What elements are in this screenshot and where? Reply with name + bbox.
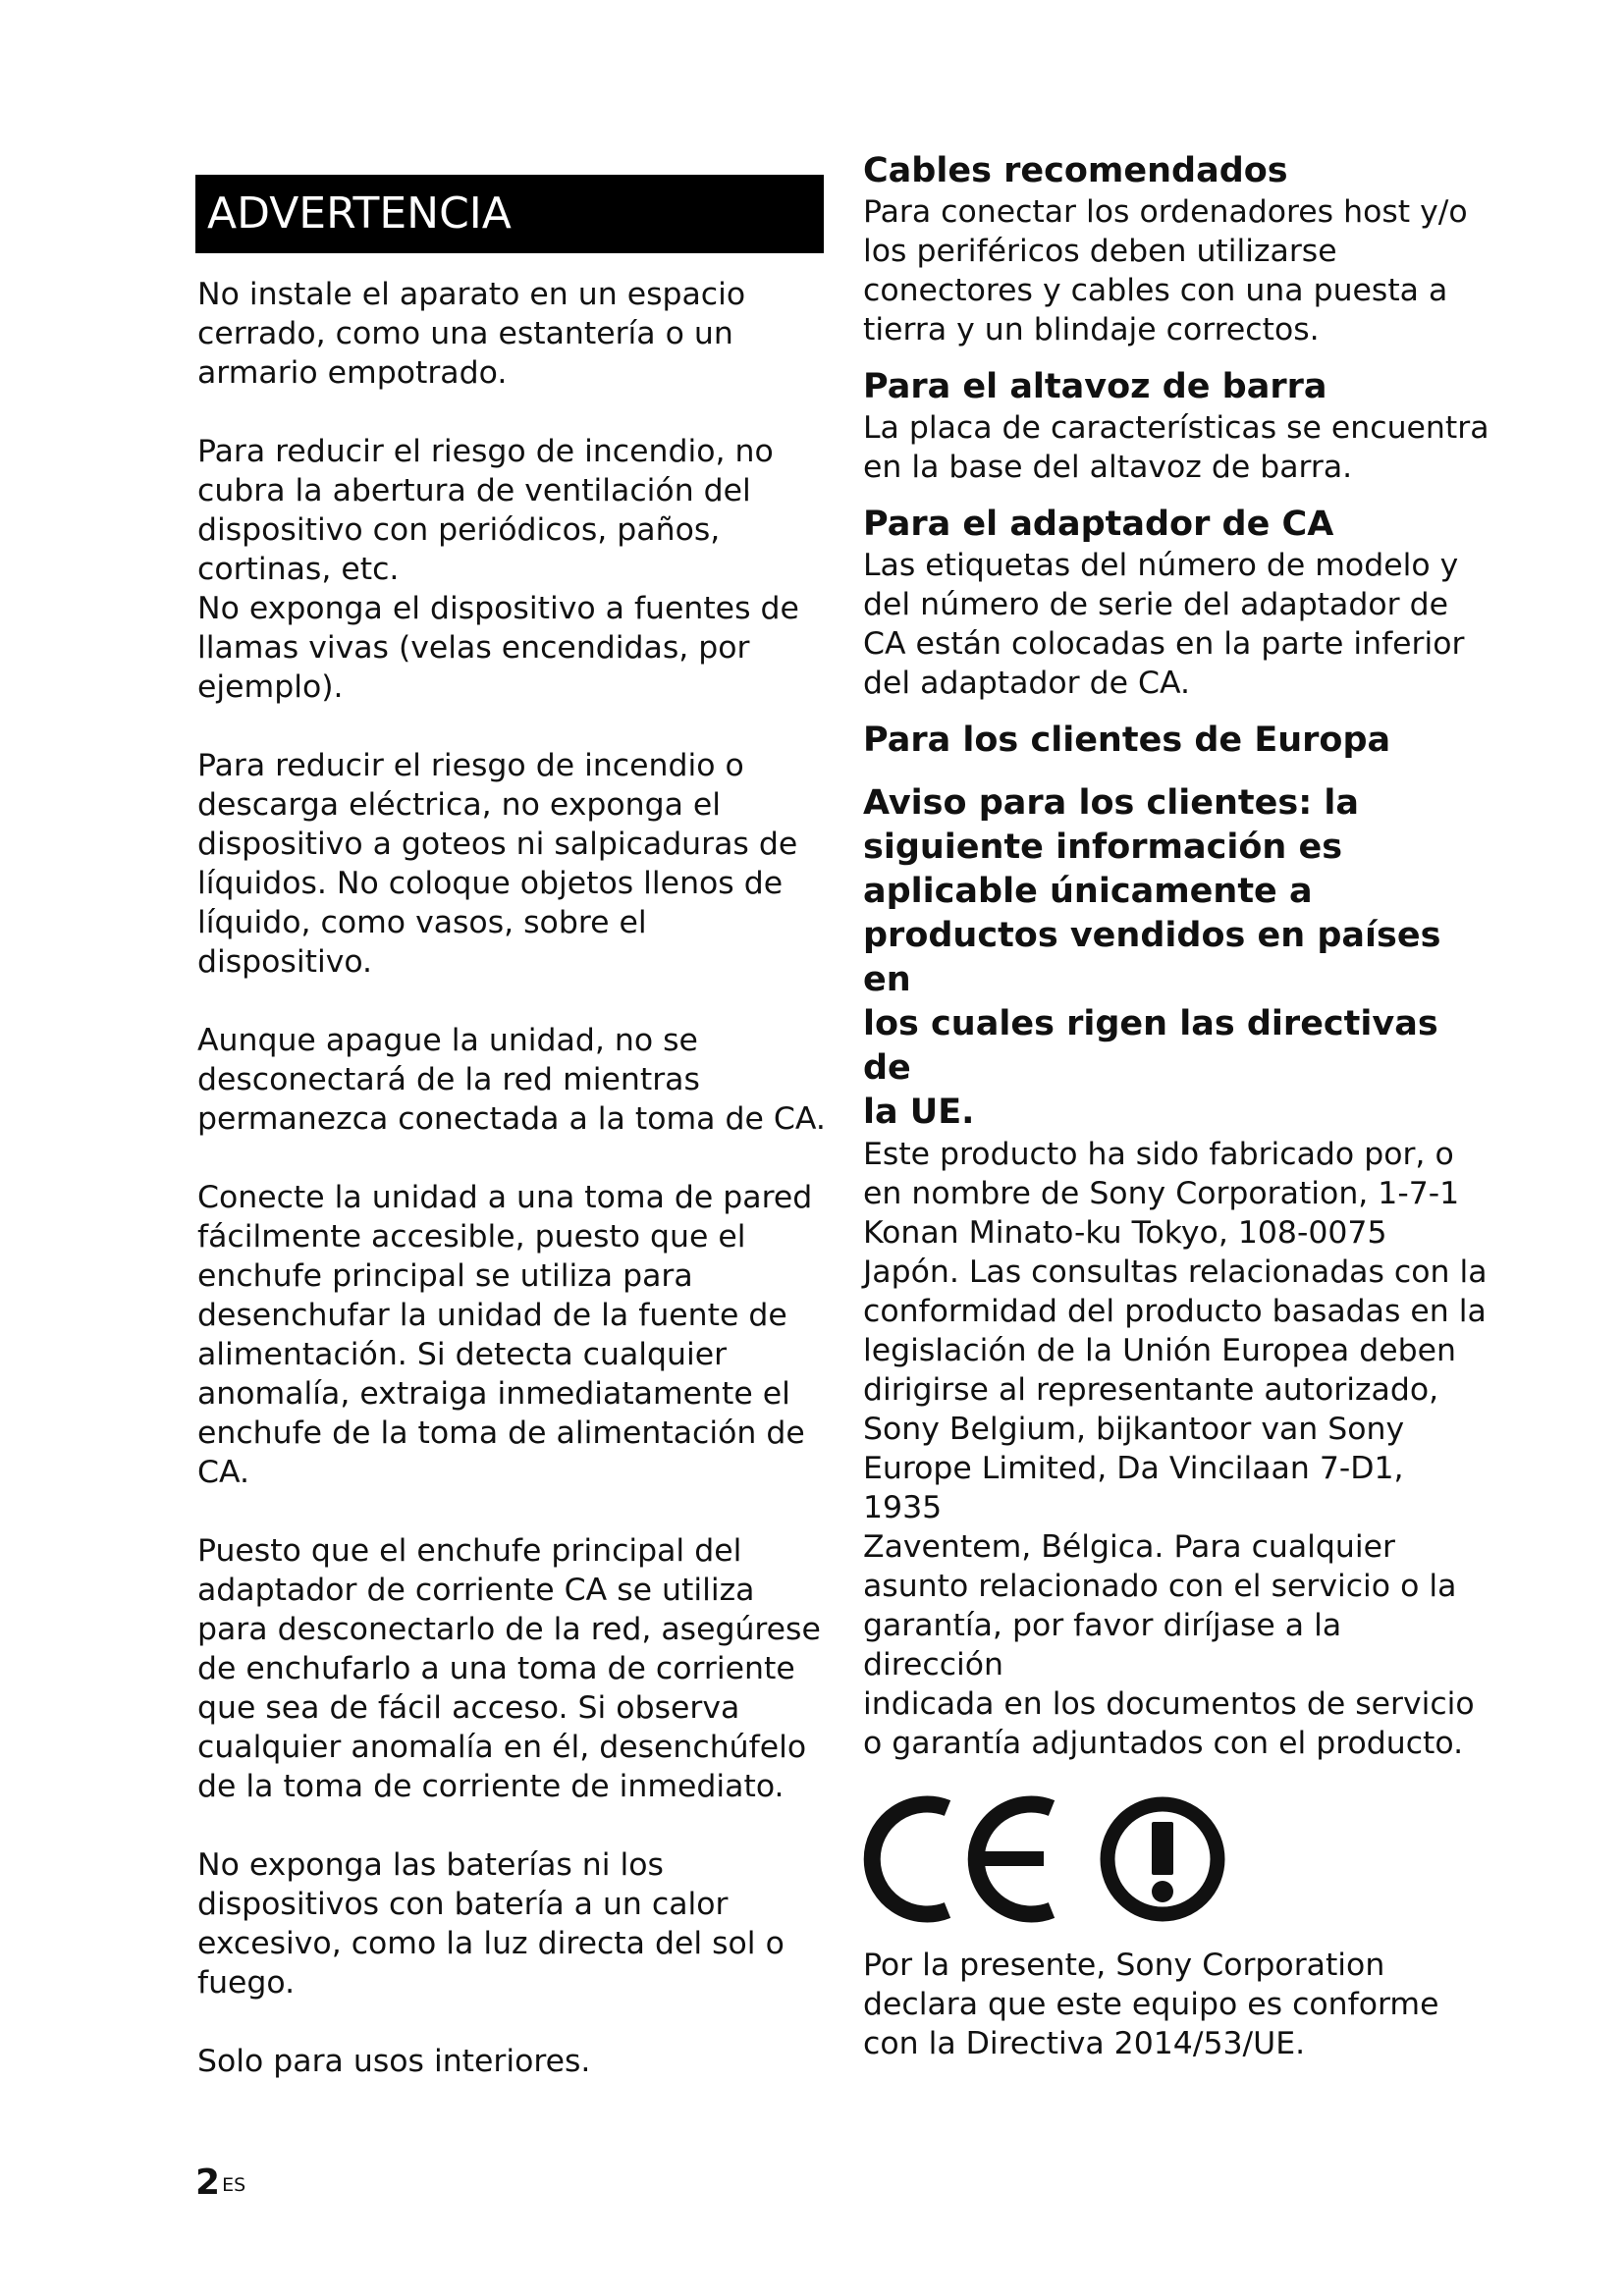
page-number-value: 2	[195, 2163, 221, 2203]
soundbar-text: La placa de características se encuentra en la base del altavoz de barra.	[863, 410, 1489, 485]
alert-icon	[1152, 1822, 1173, 1875]
cables-heading: Cables recomendados	[863, 151, 1288, 190]
warning-paragraph: Aunque apague la unidad, no se desconectará de la red mientras permanezca conectada a la toma de CA.	[197, 1023, 826, 1137]
left-column	[197, 175, 826, 2081]
right-column	[863, 149, 1491, 2063]
warning-paragraph: Solo para usos interiores.	[197, 2044, 591, 2079]
warning-paragraph: No instale el aparato en un espacio cerrado, como una estantería o un armario empotrado.	[197, 277, 746, 391]
page-language: ES	[222, 2174, 246, 2196]
warning-banner: ADVERTENCIA	[195, 175, 824, 253]
ce-mark-icon	[863, 1785, 1256, 1932]
eu-notice-text: Este producto ha sido fabricado por, o en nombre de Sony Corporation, 1-7-1 Konan Minato-ku Tokyo, 108-0075 Japón. Las consultas relacionadas con la conformidad del producto basadas en la legislación de la Unión Europea deben dirigirse al representante autorizado, Sony Belgium, bijkantoor van Sony Europe Limited, Da Vincilaan 7-D1, 1935 Zaventem, Bélgica. Para cualquier asunto relacionado con el servicio o la garantía, por favor diríjase a la dirección indicada en los documentos de servicio o garantía adjuntados con el producto.	[863, 1137, 1488, 1761]
warning-paragraph: Para reducir el riesgo de incendio o descarga eléctrica, no exponga el dispositivo a goteos ni salpicaduras de líquidos. No coloque objetos llenos de líquido, como vasos, sobre el dispositivo.	[197, 748, 798, 980]
adapter-heading: Para el adaptador de CA	[863, 505, 1334, 544]
warning-paragraph: No exponga las baterías ni los dispositivos con batería a un calor excesivo, como la luz directa del sol o fuego.	[197, 1847, 785, 2001]
cables-text: Para conectar los ordenadores host y/o los periféricos deben utilizarse conectores y cables con una puesta a tierra y un blindaje correctos.	[863, 194, 1468, 347]
declaration-text: Por la presente, Sony Corporation declara que este equipo es conforme con la Directiva 2014/53/UE.	[863, 1948, 1439, 2061]
warning-paragraph: Conecte la unidad a una toma de pared fácilmente accesible, puesto que el enchufe principal se utiliza para desenchufar la unidad de la fuente de alimentación. Si detecta cualquier anomalía, extraiga inmediatamente el enchufe de la toma de alimentación de CA.	[197, 1180, 813, 1490]
europe-heading: Para los clientes de Europa	[863, 721, 1391, 760]
warning-paragraph: Para reducir el riesgo de incendio, no cubra la abertura de ventilación del dispositivo con periódicos, paños, cortinas, etc. No exponga el dispositivo a fuentes de llamas vivas (velas encendidas, por ejemplo).	[197, 434, 799, 705]
ce-alert-marks	[863, 1785, 1491, 1932]
adapter-text: Las etiquetas del número de modelo y del número de serie del adaptador de CA están colocadas en la parte inferior del adaptador de CA.	[863, 548, 1465, 701]
soundbar-heading: Para el altavoz de barra	[863, 367, 1327, 406]
warning-paragraph: Puesto que el enchufe principal del adaptador de corriente CA se utiliza para desconectarlo de la red, asegúrese de enchufarlo a una toma de corriente que sea de fácil acceso. Si observa cualquier anomalía en él, desenchúfelo de la toma de corriente de inmediato.	[197, 1533, 821, 1804]
eu-notice-heading: Aviso para los clientes: la siguiente información es aplicable únicamente a productos vendidos en países en los cuales rigen las directivas de la UE.	[863, 783, 1441, 1132]
page-number	[195, 2163, 245, 2203]
